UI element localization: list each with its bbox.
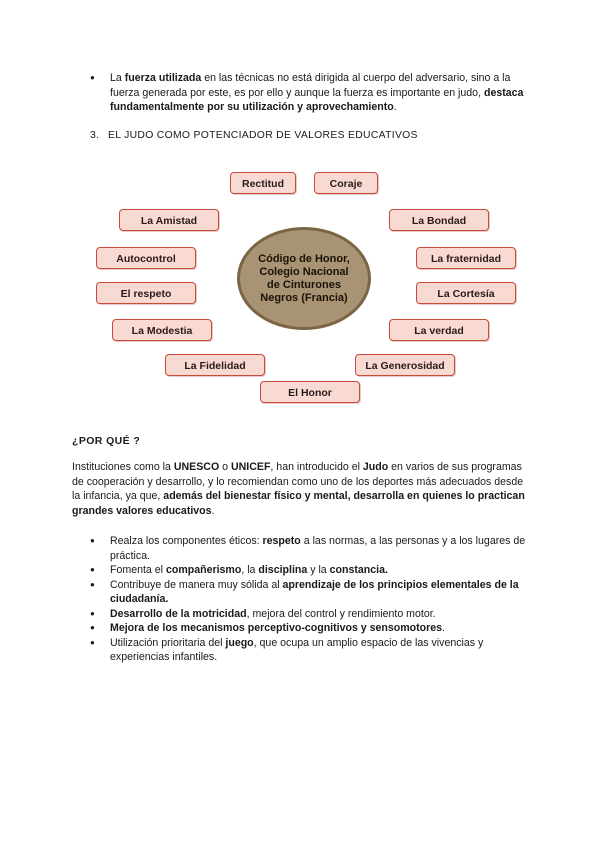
list-item: ● Mejora de los mecanismos perceptivo-cognitivos y sensomotores. — [90, 621, 530, 636]
values-diagram — [0, 160, 600, 410]
value-box-modestia: La Modestia — [112, 319, 212, 341]
honor-code-label: Código de Honor, Colegio Nacional de Cinturones Negros (Francia) — [258, 252, 350, 304]
value-box-coraje: Coraje — [314, 172, 378, 194]
benefits-list — [90, 534, 530, 665]
list-item: ● Utilización prioritaria del juego, que ocupa un amplio espacio de las vivencias y experiencias infantiles. — [90, 636, 530, 665]
value-box-cortesia: La Cortesía — [416, 282, 516, 304]
value-box-honor: El Honor — [260, 381, 360, 403]
section-number: 3. — [90, 130, 100, 141]
section-heading — [90, 130, 418, 141]
intro-bullet-list — [90, 71, 530, 115]
value-box-respeto: El respeto — [96, 282, 196, 304]
list-item: ● La fuerza utilizada en las técnicas no está dirigida al cuerpo del adversario, sino a la fuerza generada por este, es por ello y aunque la fuerza es importante en judo, destaca fundamentalmente por su utilización y aprovechamiento. — [90, 71, 530, 115]
list-item: ● Desarrollo de la motricidad, mejora del control y rendimiento motor. — [90, 607, 530, 622]
value-box-verdad: La verdad — [389, 319, 489, 341]
honor-code-oval — [237, 227, 371, 330]
list-item: ● Realza los componentes éticos: respeto a las normas, a las personas y a los lugares de práctica. — [90, 534, 530, 563]
value-box-amistad: La Amistad — [119, 209, 219, 231]
value-box-fidelidad: La Fidelidad — [165, 354, 265, 376]
value-box-rectitud: Rectitud — [230, 172, 296, 194]
list-item: ● Contribuye de manera muy sólida al aprendizaje de los principios elementales de la ciudadanía. — [90, 578, 530, 607]
value-box-autocontrol: Autocontrol — [96, 247, 196, 269]
value-box-bondad: La Bondad — [389, 209, 489, 231]
list-item: ● Fomenta el compañerismo, la disciplina y la constancia. — [90, 563, 530, 578]
value-box-fraternidad: La fraternidad — [416, 247, 516, 269]
value-box-generosidad: La Generosidad — [355, 354, 455, 376]
institutions-paragraph: Instituciones como la UNESCO o UNICEF, han introducido el Judo en varios de sus programas de cooperación y desarrollo, y lo recomiendan como uno de los deportes más adecuados desde la infancia, ya que, además del bienestar físico y mental, desarrolla en quienes lo practican grandes valores educativos. — [72, 461, 525, 517]
section-title: EL JUDO COMO POTENCIADOR DE VALORES EDUCATIVOS — [108, 130, 418, 141]
por-que-heading: ¿POR QUÉ ? — [72, 435, 141, 447]
